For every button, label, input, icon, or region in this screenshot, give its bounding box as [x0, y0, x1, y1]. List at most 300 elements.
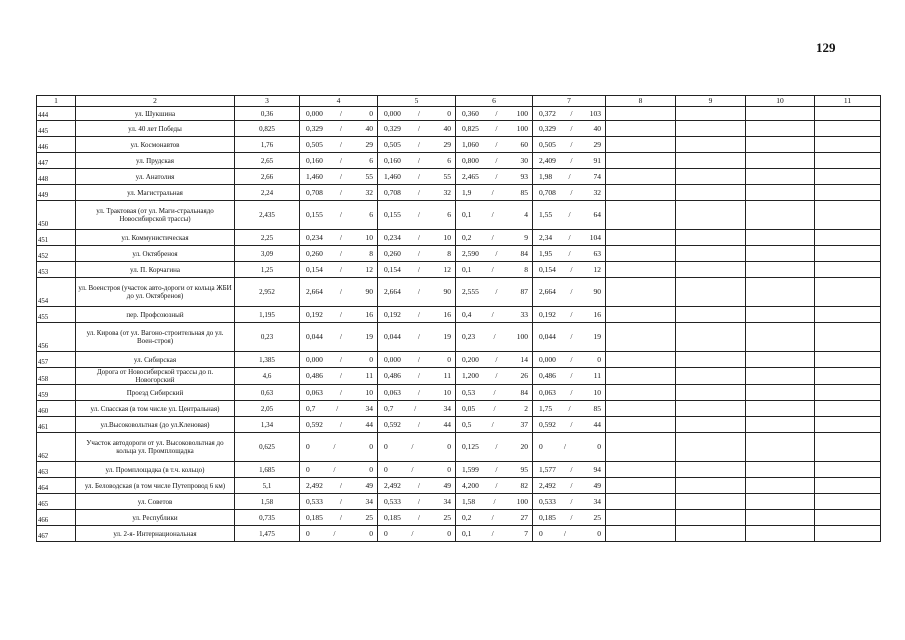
slash-separator: / [493, 403, 496, 413]
empty-cell-8 [606, 185, 676, 201]
pair-values [300, 125, 377, 133]
value-percent: 74 [593, 171, 601, 181]
pair-values [456, 234, 532, 242]
road-length: 3,09 [235, 246, 300, 262]
pair-cell-c7 [533, 107, 606, 121]
empty-cell-8 [606, 401, 676, 417]
slash-separator: / [491, 512, 494, 522]
pair-cell-c4 [300, 262, 378, 278]
pair-values [300, 311, 377, 319]
empty-cell-8 [606, 230, 676, 246]
value-km: 0,063 [306, 387, 323, 397]
value-km: 0,260 [306, 248, 323, 258]
value-percent: 26 [520, 371, 528, 380]
value-km: 0,185 [539, 512, 556, 522]
empty-cell-10 [746, 323, 815, 352]
value-percent: 12 [443, 264, 451, 274]
slash-separator: / [491, 419, 494, 429]
value-km: 0,505 [384, 139, 401, 149]
slash-separator: / [563, 442, 566, 451]
value-percent: 63 [593, 248, 601, 258]
table-row [37, 201, 881, 230]
value-percent: 0 [597, 528, 601, 538]
pair-values [533, 211, 605, 219]
empty-cell-10 [746, 526, 815, 542]
value-percent: 8 [369, 248, 373, 258]
value-percent: 2 [524, 403, 528, 413]
slash-separator: / [339, 287, 342, 296]
empty-cell-11 [815, 121, 881, 137]
value-percent: 19 [365, 332, 373, 341]
pair-cell-c6 [456, 478, 533, 494]
value-km: 0,234 [306, 232, 323, 242]
empty-cell-11 [815, 462, 881, 478]
value-percent: 100 [516, 108, 528, 118]
value-percent: 84 [520, 248, 528, 258]
empty-cell-11 [815, 385, 881, 401]
table-row [37, 352, 881, 368]
pair-values [533, 389, 605, 397]
header-cell: 9 [676, 96, 746, 107]
empty-cell-9 [676, 368, 746, 385]
value-km: 2,555 [462, 287, 479, 296]
pair-cell-c7 [533, 417, 606, 433]
road-name: ул. Анатолия [76, 169, 235, 185]
value-percent: 55 [365, 171, 373, 181]
pair-cell-c7 [533, 494, 606, 510]
slash-separator: / [495, 248, 498, 258]
empty-cell-9 [676, 385, 746, 401]
road-length: 0,63 [235, 385, 300, 401]
pair-values [533, 372, 605, 380]
empty-cell-10 [746, 121, 815, 137]
header-cell: 11 [815, 96, 881, 107]
pair-cell-c5 [378, 121, 456, 137]
value-percent: 49 [593, 480, 601, 490]
pair-cell-c6 [456, 169, 533, 185]
slash-separator: / [339, 332, 342, 341]
pair-values [456, 466, 532, 474]
slash-separator: / [339, 496, 342, 506]
row-number: 459 [37, 385, 76, 401]
table-row [37, 185, 881, 201]
pair-values [378, 530, 455, 538]
slash-separator: / [570, 187, 573, 197]
slash-separator: / [570, 354, 573, 364]
slash-separator: / [339, 480, 342, 490]
value-percent: 37 [520, 419, 528, 429]
value-km: 1,577 [539, 464, 556, 474]
table-row [37, 526, 881, 542]
road-name: ул. Шукшина [76, 107, 235, 121]
table-row [37, 494, 881, 510]
road-name: ул.Высоковольтная (до ул.Кленовая) [76, 417, 235, 433]
pair-cell-c7 [533, 246, 606, 262]
slash-separator: / [417, 332, 420, 341]
empty-cell-11 [815, 262, 881, 278]
pair-values [378, 356, 455, 364]
road-length: 0,23 [235, 323, 300, 352]
value-percent: 84 [520, 387, 528, 397]
table-row [37, 246, 881, 262]
slash-separator: / [563, 528, 566, 538]
empty-cell-10 [746, 352, 815, 368]
road-length: 2,435 [235, 201, 300, 230]
empty-cell-8 [606, 153, 676, 169]
empty-cell-8 [606, 433, 676, 462]
empty-cell-11 [815, 526, 881, 542]
slash-separator: / [417, 419, 420, 429]
row-number: 450 [37, 201, 76, 230]
road-length: 2,952 [235, 278, 300, 307]
pair-cell-c6 [456, 417, 533, 433]
value-km: 0,000 [306, 354, 323, 364]
value-percent: 16 [365, 309, 373, 319]
pair-values [300, 405, 377, 413]
slash-separator: / [414, 403, 417, 413]
value-km: 0,155 [384, 210, 401, 219]
row-number: 457 [37, 352, 76, 368]
value-percent: 100 [516, 123, 528, 133]
table-row [37, 323, 881, 352]
pair-values [533, 125, 605, 133]
value-km: 0,044 [384, 332, 401, 341]
pair-values [300, 333, 377, 341]
pair-values [378, 110, 455, 118]
road-name: ул. Военстроя (участок авто-дороги от кольца ЖБИ до ул. Октябреноя) [76, 278, 235, 307]
value-km: 0,234 [384, 232, 401, 242]
row-number: 461 [37, 417, 76, 433]
pair-cell-c5 [378, 307, 456, 323]
slash-separator: / [417, 287, 420, 296]
value-percent: 0 [369, 528, 373, 538]
pair-values [456, 157, 532, 165]
empty-cell-11 [815, 401, 881, 417]
slash-separator: / [417, 309, 420, 319]
value-km: 0,000 [384, 354, 401, 364]
road-name: Участок автодороги от ул. Высоковольтная до кольца ул. Промплощадка [76, 433, 235, 462]
slash-separator: / [417, 232, 420, 242]
pair-values [300, 266, 377, 274]
value-km: 0 [384, 528, 388, 538]
slash-separator: / [568, 210, 571, 219]
value-km: 0,592 [384, 419, 401, 429]
value-km: 0,000 [539, 354, 556, 364]
road-name: ул. Коммунистическая [76, 230, 235, 246]
empty-cell-10 [746, 107, 815, 121]
value-percent: 0 [447, 354, 451, 364]
value-percent: 6 [369, 155, 373, 165]
pair-values [300, 498, 377, 506]
value-km: 0,4 [462, 309, 472, 319]
value-km: 0,063 [384, 387, 401, 397]
empty-cell-11 [815, 246, 881, 262]
header-cell: 4 [300, 96, 378, 107]
pair-values [300, 189, 377, 197]
pair-values [533, 110, 605, 118]
value-km: 0,000 [384, 108, 401, 118]
road-length: 0,625 [235, 433, 300, 462]
pair-cell-c4 [300, 169, 378, 185]
pair-cell-c5 [378, 417, 456, 433]
pair-cell-c4 [300, 153, 378, 169]
pair-values [378, 173, 455, 181]
empty-cell-9 [676, 433, 746, 462]
pair-values [378, 482, 455, 490]
value-km: 0,1 [462, 264, 472, 274]
row-number: 444 [37, 107, 76, 121]
value-km: 2,409 [539, 155, 556, 165]
pair-values [378, 389, 455, 397]
pair-values [300, 514, 377, 522]
pair-cell-c4 [300, 246, 378, 262]
road-name: Дорога от Новосибирской трассы до п. Новогорский [76, 368, 235, 385]
pair-cell-c4 [300, 185, 378, 201]
slash-separator: / [411, 442, 414, 451]
pair-values [533, 514, 605, 522]
empty-cell-11 [815, 417, 881, 433]
empty-cell-11 [815, 107, 881, 121]
pair-values [456, 189, 532, 197]
pair-cell-c7 [533, 352, 606, 368]
pair-cell-c5 [378, 246, 456, 262]
pair-values [456, 141, 532, 149]
road-name: ул. 2-я- Интернациональная [76, 526, 235, 542]
value-km: 1,200 [462, 371, 479, 380]
slash-separator: / [495, 123, 498, 133]
value-km: 0,05 [462, 403, 476, 413]
pair-cell-c4 [300, 385, 378, 401]
value-percent: 34 [443, 496, 451, 506]
pair-values [533, 234, 605, 242]
road-length: 2,05 [235, 401, 300, 417]
pair-cell-c7 [533, 478, 606, 494]
pair-values [456, 530, 532, 538]
empty-cell-11 [815, 307, 881, 323]
road-name: ул. Магистральная [76, 185, 235, 201]
value-km: 2,664 [306, 287, 323, 296]
pair-values [533, 141, 605, 149]
value-percent: 10 [365, 387, 373, 397]
value-percent: 11 [365, 371, 373, 380]
empty-cell-11 [815, 352, 881, 368]
pair-values [378, 266, 455, 274]
empty-cell-10 [746, 153, 815, 169]
value-percent: 55 [443, 171, 451, 181]
value-percent: 14 [520, 354, 528, 364]
value-km: 0,044 [539, 332, 556, 341]
value-percent: 40 [443, 123, 451, 133]
empty-cell-9 [676, 107, 746, 121]
pair-values [456, 311, 532, 319]
slash-separator: / [491, 264, 494, 274]
value-percent: 91 [593, 155, 601, 165]
slash-separator: / [417, 210, 420, 219]
empty-cell-11 [815, 137, 881, 153]
road-length: 1,195 [235, 307, 300, 323]
pair-values [533, 250, 605, 258]
slash-separator: / [491, 528, 494, 538]
pair-cell-c6 [456, 137, 533, 153]
pair-cell-c4 [300, 352, 378, 368]
pair-values [456, 421, 532, 429]
pair-values [378, 234, 455, 242]
empty-cell-8 [606, 201, 676, 230]
value-km: 0,592 [306, 419, 323, 429]
value-percent: 44 [443, 419, 451, 429]
pair-values [300, 356, 377, 364]
value-km: 0,185 [384, 512, 401, 522]
slash-separator: / [495, 108, 498, 118]
slash-separator: / [339, 309, 342, 319]
value-km: 1,58 [462, 496, 476, 506]
value-km: 0 [384, 464, 388, 474]
slash-separator: / [417, 155, 420, 165]
pair-cell-c6 [456, 153, 533, 169]
value-km: 0,192 [306, 309, 323, 319]
value-km: 1,98 [539, 171, 553, 181]
slash-separator: / [570, 123, 573, 133]
value-percent: 0 [447, 528, 451, 538]
empty-cell-9 [676, 278, 746, 307]
pair-values [378, 333, 455, 341]
row-number: 447 [37, 153, 76, 169]
pair-values [456, 356, 532, 364]
slash-separator: / [339, 108, 342, 118]
table-row [37, 230, 881, 246]
pair-values [533, 466, 605, 474]
value-percent: 29 [365, 139, 373, 149]
empty-cell-8 [606, 385, 676, 401]
slash-separator: / [495, 480, 498, 490]
pair-values [378, 250, 455, 258]
pair-values [300, 389, 377, 397]
value-percent: 40 [365, 123, 373, 133]
empty-cell-10 [746, 169, 815, 185]
slash-separator: / [417, 354, 420, 364]
empty-cell-8 [606, 121, 676, 137]
pair-cell-c7 [533, 323, 606, 352]
pair-values [533, 333, 605, 341]
empty-cell-9 [676, 137, 746, 153]
row-number: 446 [37, 137, 76, 153]
slash-separator: / [495, 442, 498, 451]
header-cell: 2 [76, 96, 235, 107]
value-percent: 0 [369, 442, 373, 451]
value-km: 0,2 [462, 232, 472, 242]
value-km: 0,5 [462, 419, 472, 429]
pair-cell-c4 [300, 307, 378, 323]
value-km: 0,7 [384, 403, 394, 413]
road-table [36, 95, 881, 542]
value-km: 1,060 [462, 139, 479, 149]
slash-separator: / [570, 332, 573, 341]
empty-cell-11 [815, 185, 881, 201]
slash-separator: / [339, 232, 342, 242]
empty-cell-11 [815, 368, 881, 385]
value-km: 0,592 [539, 419, 556, 429]
pair-values [300, 443, 377, 451]
empty-cell-9 [676, 401, 746, 417]
value-percent: 85 [593, 403, 601, 413]
pair-cell-c6 [456, 185, 533, 201]
pair-values [456, 125, 532, 133]
pair-cell-c7 [533, 307, 606, 323]
empty-cell-9 [676, 230, 746, 246]
pair-cell-c4 [300, 494, 378, 510]
pair-values [533, 311, 605, 319]
slash-separator: / [570, 387, 573, 397]
pair-values [533, 421, 605, 429]
value-percent: 34 [443, 403, 451, 413]
pair-values [456, 405, 532, 413]
pair-cell-c7 [533, 201, 606, 230]
slash-separator: / [570, 512, 573, 522]
pair-values [533, 530, 605, 538]
value-percent: 6 [447, 155, 451, 165]
pair-cell-c6 [456, 385, 533, 401]
value-percent: 27 [520, 512, 528, 522]
value-percent: 90 [365, 287, 373, 296]
empty-cell-10 [746, 478, 815, 494]
table-row [37, 307, 881, 323]
empty-cell-10 [746, 510, 815, 526]
slash-separator: / [339, 187, 342, 197]
pair-cell-c4 [300, 462, 378, 478]
value-percent: 10 [443, 387, 451, 397]
slash-separator: / [570, 464, 573, 474]
pair-cell-c6 [456, 121, 533, 137]
value-percent: 29 [593, 139, 601, 149]
value-km: 2,34 [539, 232, 553, 242]
pair-values [378, 443, 455, 451]
value-percent: 11 [443, 371, 451, 380]
value-km: 0,23 [462, 332, 476, 341]
value-percent: 34 [365, 403, 373, 413]
header-cell: 5 [378, 96, 456, 107]
value-percent: 40 [593, 123, 601, 133]
road-name: ул. Промплощадка (в т.ч. кольцо) [76, 462, 235, 478]
table-row [37, 401, 881, 417]
empty-cell-9 [676, 494, 746, 510]
slash-separator: / [495, 139, 498, 149]
road-name: ул. П. Корчагина [76, 262, 235, 278]
slash-separator: / [333, 528, 336, 538]
slash-separator: / [570, 264, 573, 274]
value-km: 1,75 [539, 403, 553, 413]
value-percent: 0 [597, 442, 601, 451]
pair-values [456, 389, 532, 397]
value-percent: 0 [447, 464, 451, 474]
pair-cell-c5 [378, 526, 456, 542]
row-number: 467 [37, 526, 76, 542]
empty-cell-8 [606, 417, 676, 433]
pair-values [533, 189, 605, 197]
slash-separator: / [411, 464, 414, 474]
empty-cell-11 [815, 478, 881, 494]
empty-cell-9 [676, 510, 746, 526]
value-percent: 8 [447, 248, 451, 258]
empty-cell-8 [606, 494, 676, 510]
slash-separator: / [417, 496, 420, 506]
pair-cell-c6 [456, 307, 533, 323]
slash-separator: / [339, 512, 342, 522]
value-percent: 10 [593, 387, 601, 397]
value-percent: 16 [593, 309, 601, 319]
pair-values [378, 125, 455, 133]
slash-separator: / [495, 464, 498, 474]
empty-cell-9 [676, 121, 746, 137]
